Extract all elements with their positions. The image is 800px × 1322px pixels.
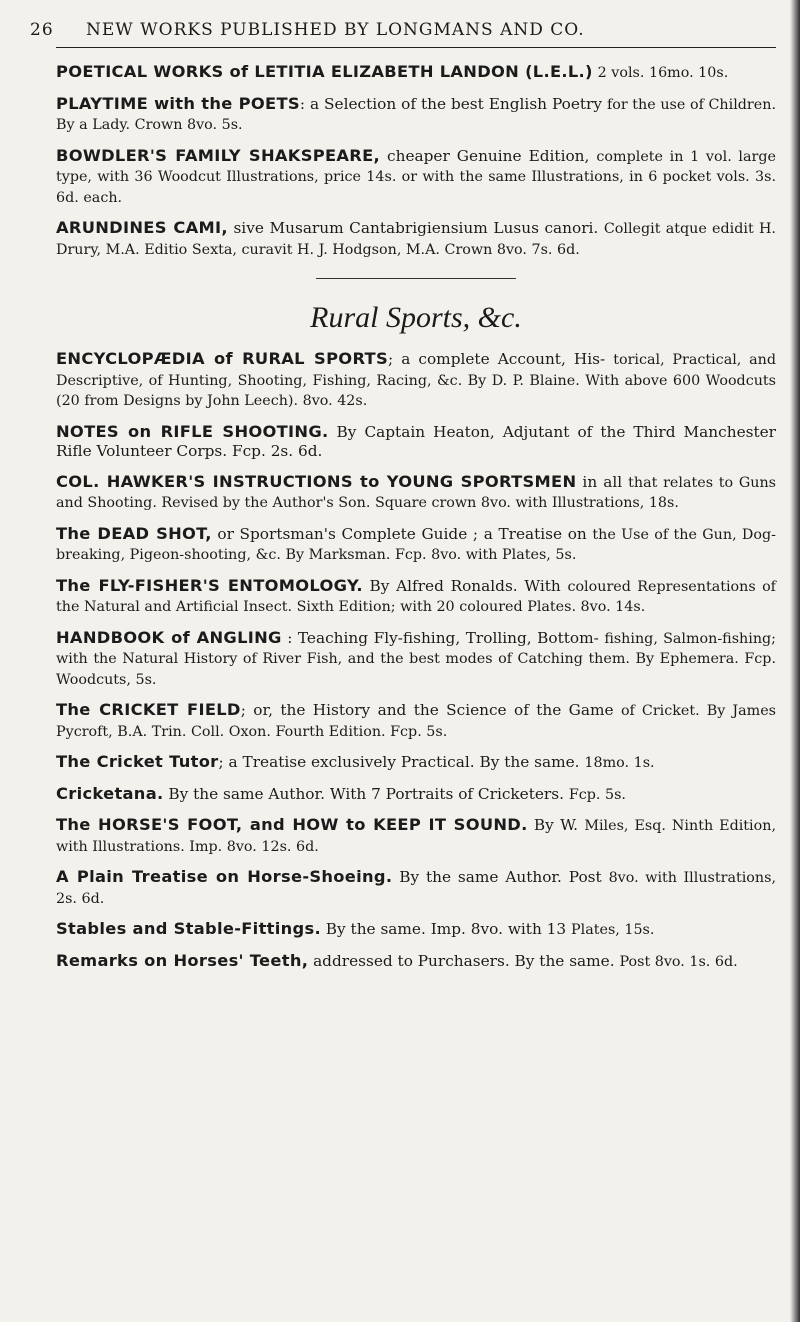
catalogue-entry xyxy=(56,472,776,514)
entry-description: ; a complete Account, His- xyxy=(387,350,606,368)
entry-description: By the same Author. With 7 Portraits of Cricketers. xyxy=(163,784,564,803)
catalogue-entry xyxy=(56,349,776,412)
entry-details: Fcp. 5s. xyxy=(568,786,626,803)
entry-title: BOWDLER'S FAMILY SHAKSPEARE, xyxy=(56,145,381,165)
entry-details: of Cricket. By James Pycroft, B.A. Trin. Coll. Oxon. Fourth Edition. Fcp. 5s. xyxy=(56,703,776,740)
catalogue-content xyxy=(56,62,776,982)
entry-details: torical, Practical, and Descriptive, of Hunting, Shooting, Fishing, Racing, &c. By D. P. Blaine. With above 600 Woodcuts (20 from Designs by John Leech). 8vo. 42s. xyxy=(56,352,776,409)
entry-title: The Cricket Tutor xyxy=(56,752,219,771)
entry-title: ENCYCLOPÆDIA of RURAL SPORTS xyxy=(56,349,388,368)
entry-details: Plates, 15s. xyxy=(571,922,655,938)
catalogue-entry xyxy=(56,815,776,857)
entry-details: coloured Representations of the Natural and Artificial Insect. Sixth Edition; with 20 coloured Plates. 8vo. 14s. xyxy=(56,578,776,615)
entry-details: for the use of Children. By a Lady. Crown 8vo. 5s. xyxy=(56,96,776,133)
entry-description: in all xyxy=(576,472,623,491)
catalogue-entry xyxy=(56,422,776,462)
entry-description: : Teaching Fly-fishing, Trolling, Bottom- xyxy=(281,628,599,647)
catalogue-entry xyxy=(56,919,776,941)
catalogue-entry xyxy=(56,628,776,691)
entry-description: ; a Treatise exclusively Practical. By the same. xyxy=(218,753,580,771)
entry-description: ; or, the History and the Science of the Game xyxy=(240,701,614,719)
header-rule xyxy=(56,47,776,48)
entry-description: By W. xyxy=(527,816,579,834)
entry-title: HANDBOOK of ANGLING xyxy=(56,627,282,647)
entry-details: 2 vols. 16mo. 10s. xyxy=(597,65,729,81)
page-number: 26 xyxy=(30,20,54,40)
entry-title: COL. HAWKER'S INSTRUCTIONS to YOUNG SPORTSMEN xyxy=(56,471,577,491)
entry-description: By Captain Heaton, Adjutant of the Third Manchester Rifle Volunteer Corps. Fcp. 2s. 6d. xyxy=(56,422,776,460)
catalogue-entry xyxy=(56,700,776,742)
entry-title: The DEAD SHOT, xyxy=(56,523,212,543)
entry-details: Collegit atque edidit H. Drury, M.A. Editio Sexta, curavit H. J. Hodgson, M.A. Crown 8vo. 7s. 6d. xyxy=(56,221,776,258)
catalogue-entry xyxy=(56,752,776,774)
entry-title: The HORSE'S FOOT, and HOW to KEEP IT SOUND. xyxy=(56,815,528,834)
catalogue-entry xyxy=(56,94,776,136)
entry-details: Post 8vo. 1s. 6d. xyxy=(619,953,738,970)
catalogue-entry xyxy=(56,784,776,806)
section-divider xyxy=(316,278,516,279)
catalogue-entry xyxy=(56,576,776,618)
catalogue-entry xyxy=(56,951,776,973)
entry-title: PLAYTIME with the POETS xyxy=(56,93,300,113)
entry-details: the Use of the Gun, Dog-breaking, Pigeon-shooting, &c. By Marksman. Fcp. 8vo. with Plates, 5s. xyxy=(56,526,776,563)
entry-description: cheaper Genuine Edition, xyxy=(380,146,590,165)
entry-details: fishing, Salmon-fishing; with the Natural History of River Fish, and the best modes of Catching them. By Ephemera. Fcp. Woodcuts, 5s. xyxy=(56,630,776,688)
entry-title: NOTES on RIFLE SHOOTING. xyxy=(56,421,329,441)
entry-description: By the same Author. Post xyxy=(392,868,602,886)
page-edge-shadow xyxy=(790,0,800,1322)
entry-details: that relates to Guns and Shooting. Revised by the Author's Son. Square crown 8vo. with Illustrations, 18s. xyxy=(56,474,776,511)
catalogue-entry xyxy=(56,62,776,84)
entry-title: The FLY-FISHER'S ENTOMOLOGY. xyxy=(56,575,363,595)
entry-description: or Sportsman's Complete Guide ; a Treatise on xyxy=(211,524,587,543)
entry-details: 8vo. with Illustrations, 2s. 6d. xyxy=(56,870,776,907)
entry-title: POETICAL WORKS of LETITIA ELIZABETH LANDON (L.E.L.) xyxy=(56,62,593,81)
entry-description: addressed to Purchasers. By the same. xyxy=(308,951,615,970)
entry-title: Remarks on Horses' Teeth, xyxy=(56,950,309,970)
entry-description: By the same. Imp. 8vo. with 13 xyxy=(320,920,567,938)
catalogue-entry xyxy=(56,524,776,566)
entry-title: The CRICKET FIELD xyxy=(56,700,241,719)
entry-details: 18mo. 1s. xyxy=(584,755,655,771)
rural-sports-section xyxy=(56,349,776,972)
entry-title: A Plain Treatise on Horse-Shoeing. xyxy=(56,867,393,886)
catalogue-entry xyxy=(56,146,776,209)
entry-description: sive Musarum Cantabrigiensium Lusus canori. xyxy=(227,219,599,237)
entry-description: : a Selection of the best English Poetry xyxy=(299,94,602,113)
poetry-section xyxy=(56,62,776,260)
entry-description: By Alfred Ronalds. With xyxy=(362,576,561,595)
catalogue-entry xyxy=(56,218,776,260)
section-title: Rural Sports, &c. xyxy=(310,301,522,334)
entry-details: Miles, Esq. Ninth Edition, with Illustrations. Imp. 8vo. 12s. 6d. xyxy=(56,818,776,855)
entry-title: ARUNDINES CAMI, xyxy=(56,218,228,237)
entry-details: complete in 1 vol. large type, with 36 Woodcut Illustrations, price 14s. or with the same Illustrations, in 6 pocket vols. 3s. 6d. each. xyxy=(56,148,776,206)
entry-title: Cricketana. xyxy=(56,783,164,803)
running-title: NEW WORKS PUBLISHED BY LONGMANS AND CO. xyxy=(86,20,585,40)
catalogue-entry xyxy=(56,867,776,909)
entry-title: Stables and Stable-Fittings. xyxy=(56,919,321,938)
